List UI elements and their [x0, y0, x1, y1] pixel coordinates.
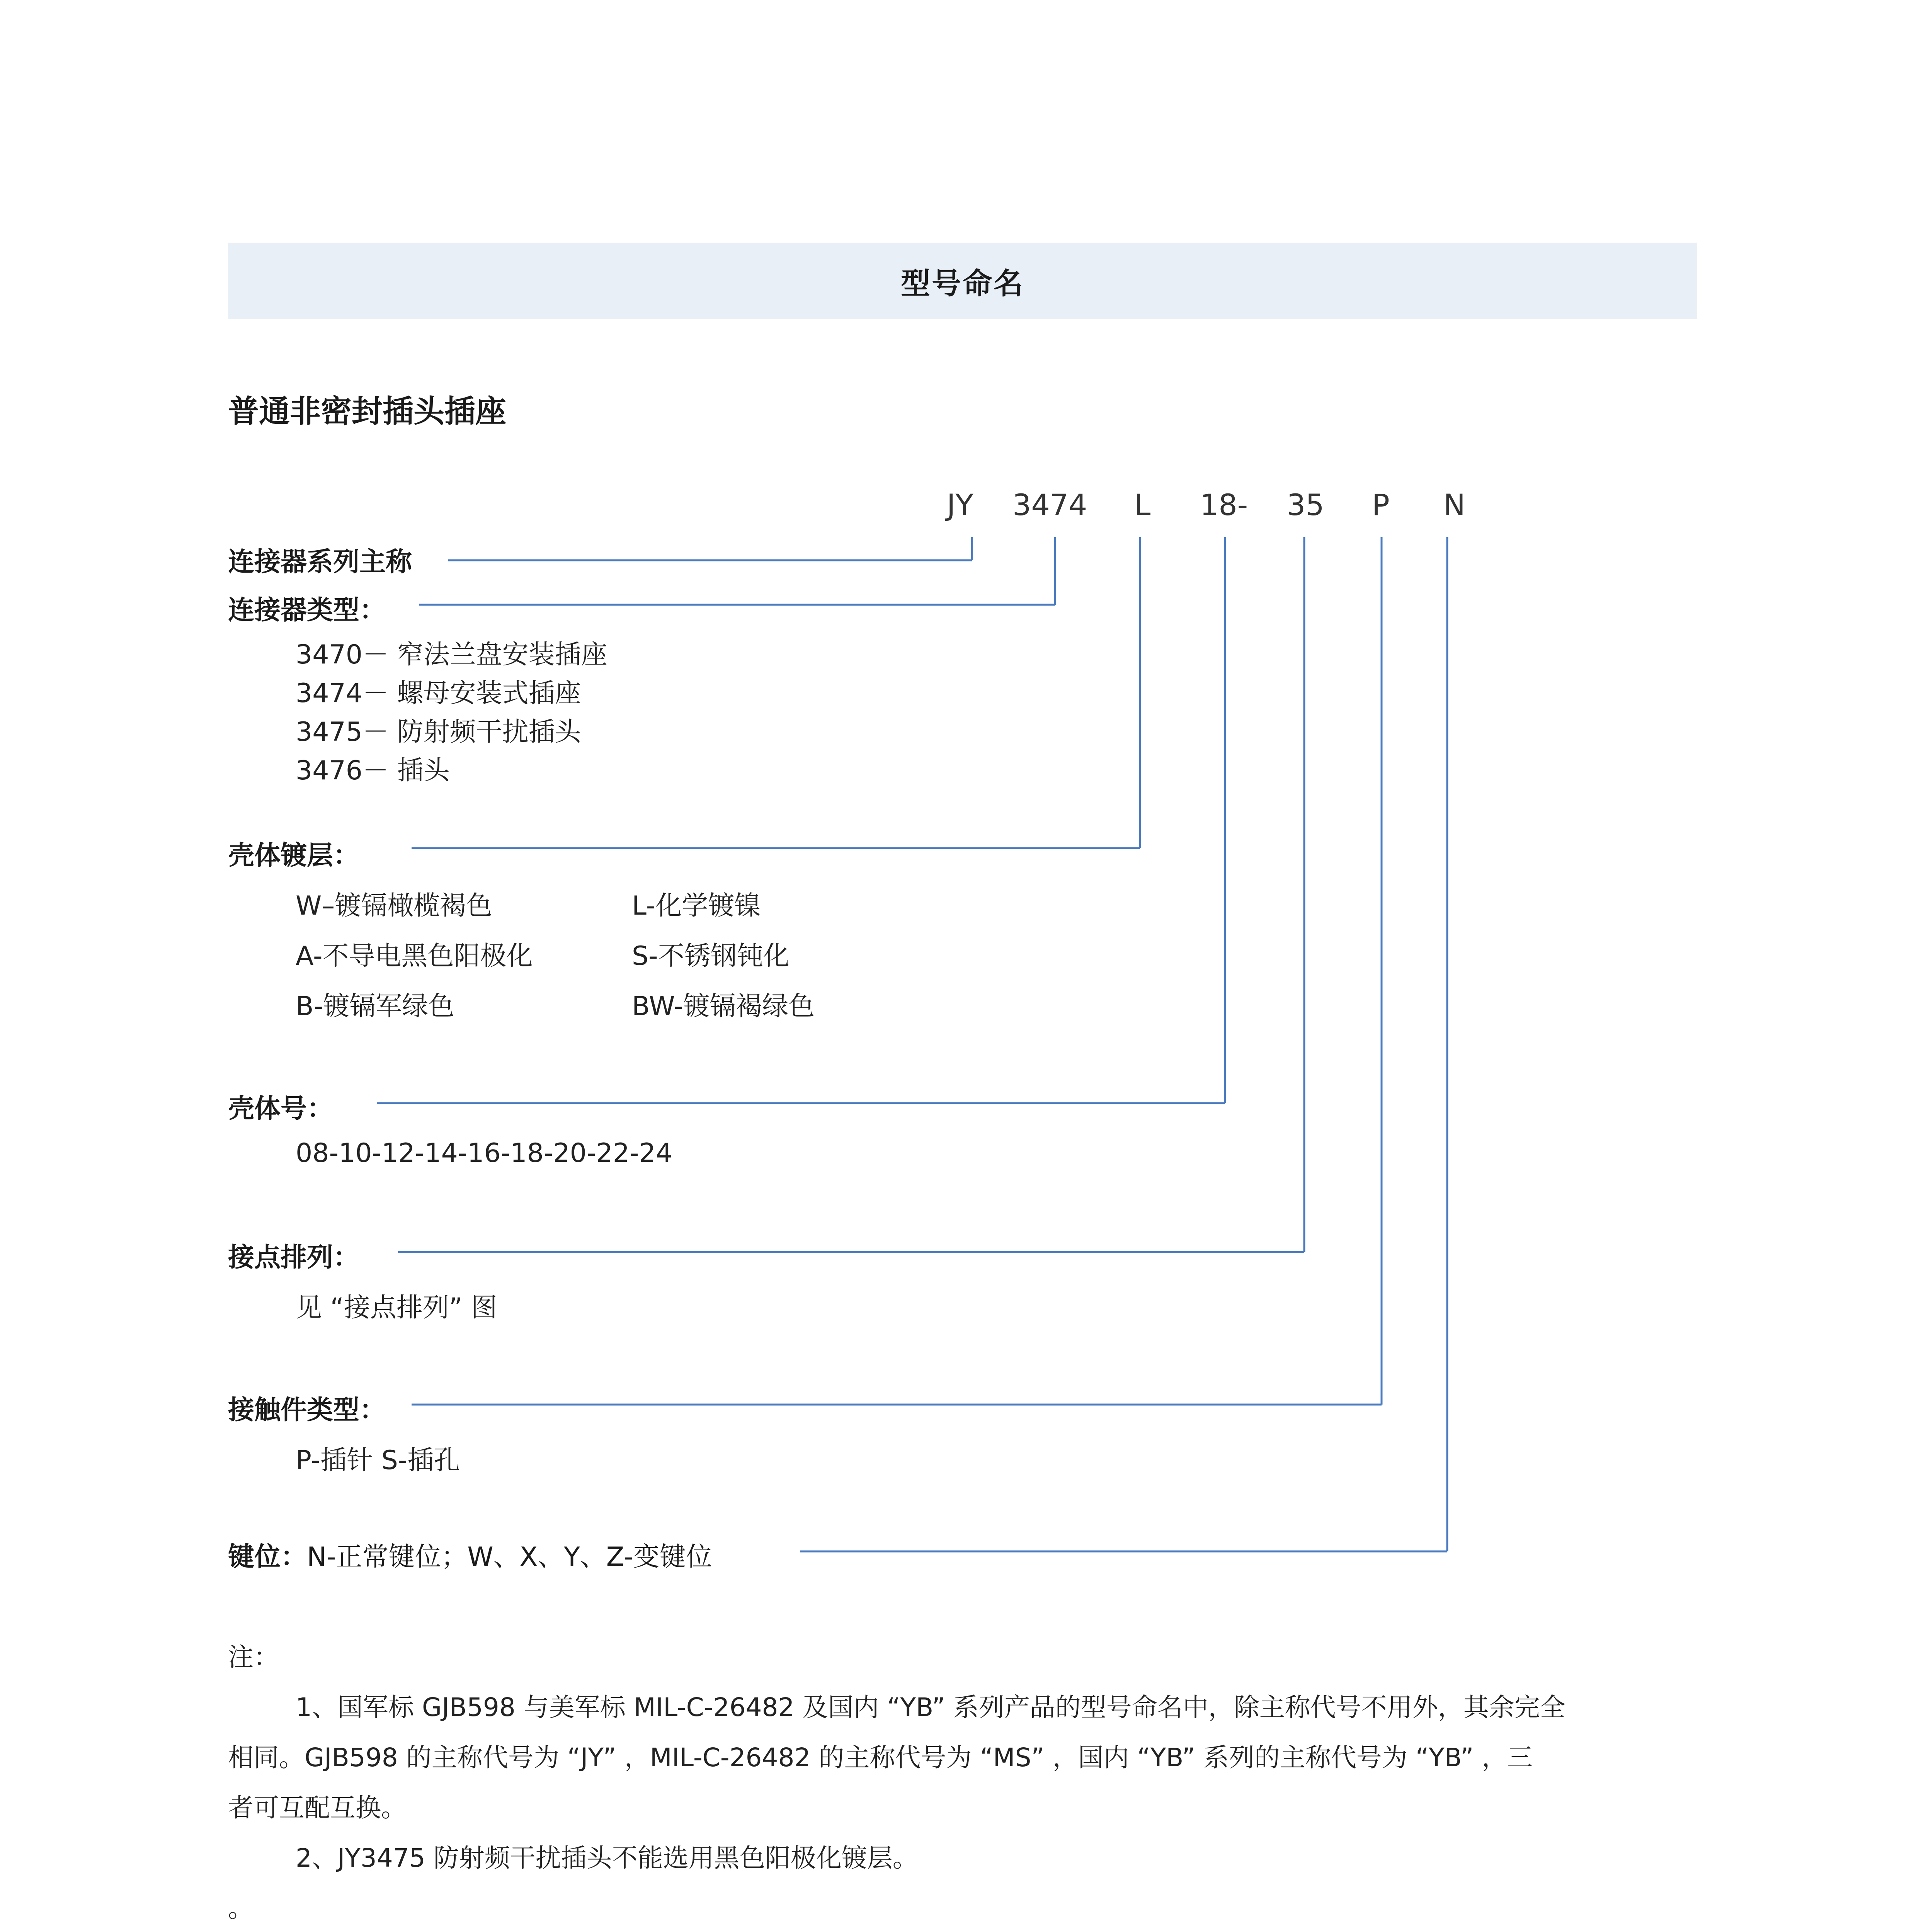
code-part-plating: L	[1134, 488, 1151, 522]
note-stray-mark: 。	[228, 1893, 254, 1923]
contact-arrangement-label: 接点排列：	[228, 1242, 360, 1273]
note-2: 2、JY3475 防射频干扰插头不能选用黑色阳极化镀层。	[296, 1843, 918, 1873]
code-part-key: N	[1443, 488, 1465, 522]
connector-type-option: 3474－ 螺母安装式插座	[296, 678, 581, 709]
note-1-line-3: 者可互配互换。	[228, 1793, 407, 1823]
note-1-line-2: 相同。GJB598 的主称代号为 “JY” ，MIL-C-26482 的主称代号为 “MS” ，国内 “YB” 系列的主称代号为 “YB” ，三	[228, 1743, 1533, 1772]
plating-option: A-不导电黑色阳极化	[296, 941, 533, 971]
shell-size-label: 壳体号：	[228, 1094, 334, 1124]
keying-row	[228, 1536, 712, 1573]
contact-type-label: 接触件类型：	[228, 1395, 386, 1425]
note-1-line-1: 1、国军标 GJB598 与美军标 MIL-C-26482 及国内 “YB” 系列产品的型号命名中，除主称代号不用外，其余完全	[296, 1692, 1565, 1722]
keying-values: N-正常键位；W、X、Y、Z-变键位	[307, 1542, 712, 1572]
series-name-label: 连接器系列主称	[228, 547, 412, 577]
connector-type-option: 3476－ 插头	[296, 755, 450, 786]
plating-option: S-不锈钢钝化	[632, 941, 790, 971]
connector-type-option: 3470－ 窄法兰盘安装插座	[296, 639, 607, 670]
keying-label: 键位：	[228, 1542, 307, 1572]
code-part-arrangement: 35	[1287, 488, 1324, 522]
shell-size-values: 08-10-12-14-16-18-20-22-24	[296, 1138, 673, 1168]
plating-option: W–镀镉橄榄褐色	[296, 891, 493, 921]
code-part-jy: JY	[947, 488, 973, 522]
plating-option: B-镀镉军绿色	[296, 991, 455, 1022]
code-part-contact: P	[1372, 488, 1390, 522]
code-part-type: 3474	[1012, 488, 1087, 522]
page-title: 型号命名	[901, 266, 1024, 301]
contact-arrangement-note: 见 “接点排列” 图	[296, 1293, 497, 1323]
contact-type-values: P-插针 S-插孔	[296, 1445, 460, 1476]
plating-option: L-化学镀镍	[632, 891, 761, 921]
code-part-shell: 18-	[1200, 488, 1248, 522]
plating-option: BW-镀镉褐绿色	[632, 991, 815, 1022]
section-title: 普通非密封插头插座	[228, 393, 506, 429]
shell-plating-label: 壳体镀层：	[228, 840, 360, 871]
notes-heading: 注：	[228, 1642, 279, 1672]
connector-type-option: 3475－ 防射频干扰插头	[296, 717, 581, 747]
connector-type-label: 连接器类型：	[228, 595, 386, 626]
